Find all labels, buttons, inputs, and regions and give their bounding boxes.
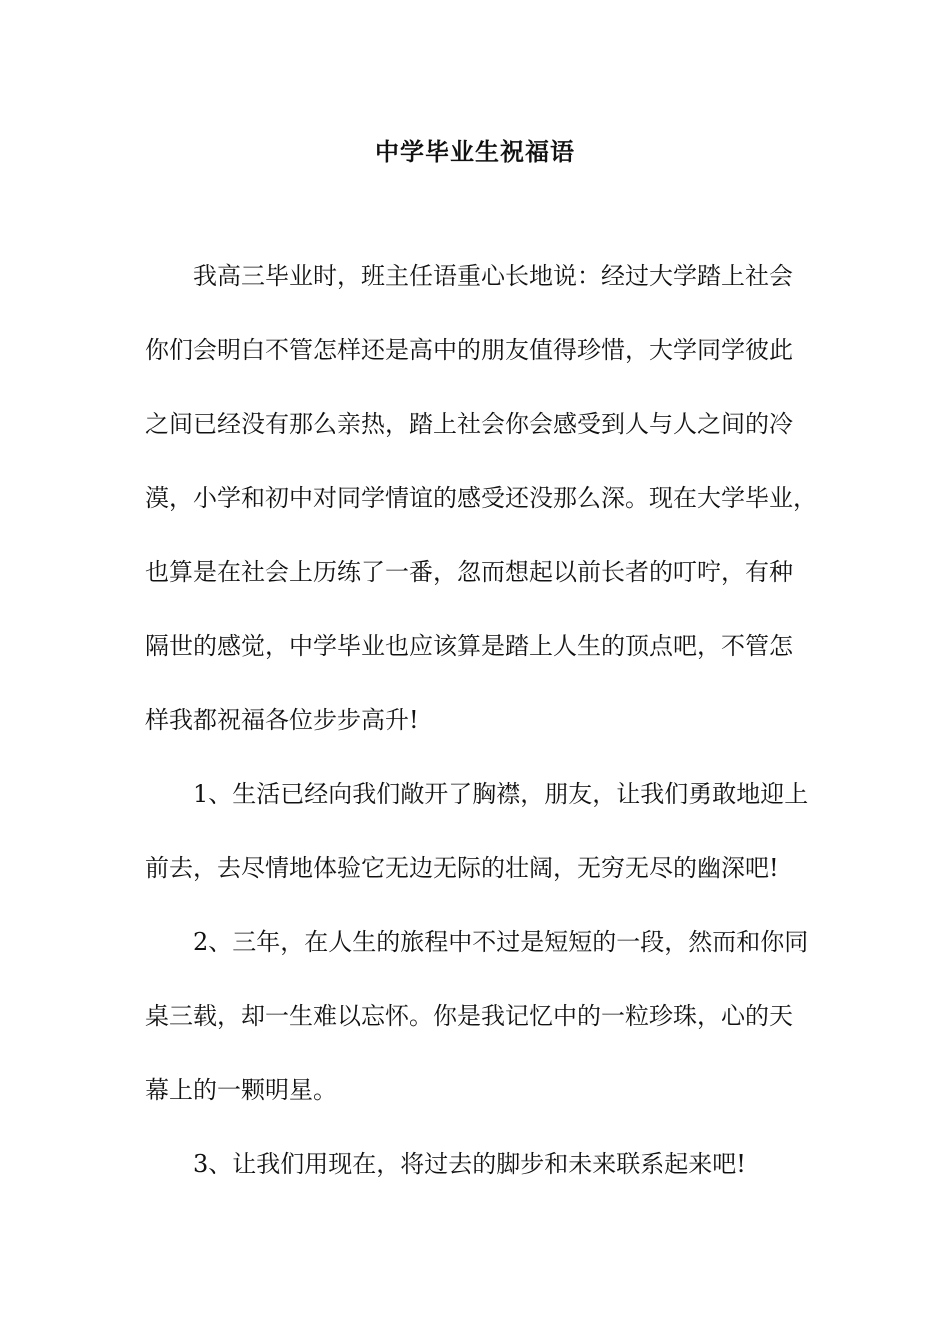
paragraph-1-line-5: 也算是在社会上历练了一番，忽而想起以前长者的叮咛，有种 [145,558,793,586]
item-2-line-1: 2、三年，在人生的旅程中不过是短短的一段，然而和你同 [193,928,809,956]
paragraph-1-line-1: 我高三毕业时，班主任语重心长地说：经过大学踏上社会 [193,262,793,290]
item-1-line-1: 1、生活已经向我们敞开了胸襟，朋友，让我们勇敢地迎上 [193,780,809,808]
paragraph-1-line-2: 你们会明白不管怎样还是高中的朋友值得珍惜，大学同学彼此 [145,336,793,364]
paragraph-1-line-6: 隔世的感觉，中学毕业也应该算是踏上人生的顶点吧，不管怎 [145,632,793,660]
item-1-line-2: 前去，去尽情地体验它无边无际的壮阔，无穷无尽的幽深吧! [145,854,779,882]
item-3-line-1: 3、让我们用现在，将过去的脚步和未来联系起来吧! [193,1150,746,1178]
paragraph-1-line-7: 样我都祝福各位步步高升! [145,706,419,734]
item-2-line-3: 幕上的一颗明星。 [145,1076,337,1104]
paragraph-1-line-3: 之间已经没有那么亲热，踏上社会你会感受到人与人之间的冷 [145,410,793,438]
paragraph-1-line-4: 漠，小学和初中对同学情谊的感受还没那么深。现在大学毕业， [145,484,817,512]
document-title: 中学毕业生祝福语 [375,137,575,166]
item-2-line-2: 桌三载，却一生难以忘怀。你是我记忆中的一粒珍珠，心的天 [145,1002,793,1030]
